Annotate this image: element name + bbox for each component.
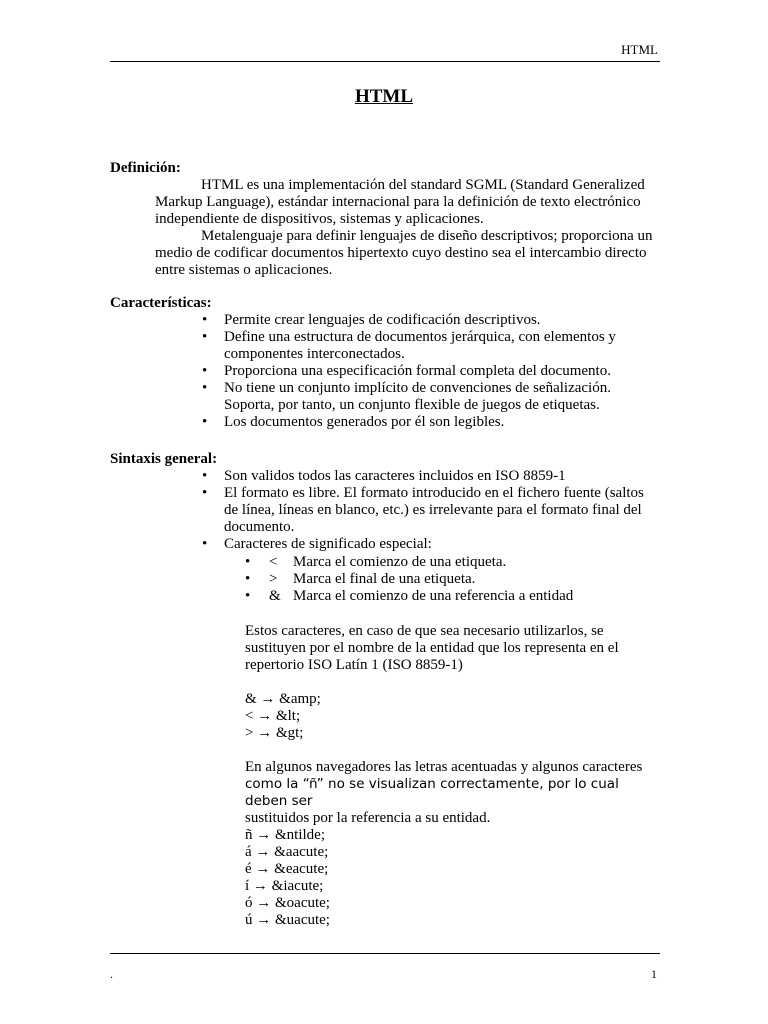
footer-rule <box>110 953 660 954</box>
page-number: 1 <box>651 967 657 981</box>
accent-entity-line: ó → &oacute; <box>245 895 330 911</box>
list-item: • No tiene un conjunto implícito de convenciones de señalización. Soporta, por tanto, un conjunto flexible de juegos de etiquetas. <box>198 380 660 414</box>
running-header: HTML <box>621 42 658 57</box>
page-title: HTML <box>354 86 414 107</box>
footer-mark: . <box>110 967 113 981</box>
entity-line: & → &amp; <box>245 691 321 707</box>
accent-note-line: como la “ñ” no se visualizan correctamente, por lo cual deben ser <box>245 776 619 809</box>
special-char-text: Marca el comienzo de una referencia a entidad <box>293 588 574 604</box>
list-item: • Proporciona una especificación formal completa del documento. <box>198 363 660 380</box>
sintaxis-heading: Sintaxis general: <box>110 451 218 467</box>
entity-list <box>245 691 665 742</box>
list-item: • El formato es libre. El formato introducido en el fichero fuente (saltos de línea, líneas en blanco, etc.) es irrelevante para el formato final del documento. <box>198 485 660 536</box>
accent-entity-line: é → &eacute; <box>245 861 329 877</box>
sintaxis-list <box>198 468 660 553</box>
accent-note <box>245 759 665 827</box>
entity-line: < → &lt; <box>245 708 301 724</box>
special-char-symbol: < <box>269 554 278 570</box>
definicion-heading: Definición: <box>110 160 181 176</box>
list-item: • Permite crear lenguajes de codificación descriptivos. <box>198 312 660 329</box>
special-char-item <box>243 554 643 571</box>
entity-line: > → &gt; <box>245 725 304 741</box>
entity-note: Estos caracteres, en caso de que sea necesario utilizarlos, se sustituyen por el nombre de la entidad que los representa en el repertorio ISO Latín 1 (ISO 8859-1) <box>245 623 619 673</box>
accent-note-line: En algunos navegadores las letras acentuadas y algunos caracteres <box>245 759 643 775</box>
accent-entity-list <box>245 827 665 929</box>
caracteristicas-heading: Características: <box>110 295 212 311</box>
list-item: • Son validos todos las caracteres incluidos en ISO 8859-1 <box>198 468 660 485</box>
header-rule <box>110 61 660 62</box>
caracteristicas-list <box>198 312 660 431</box>
accent-note-line: sustituidos por la referencia a su entidad. <box>245 810 491 826</box>
special-chars-list <box>243 554 643 605</box>
special-char-symbol: > <box>269 571 278 587</box>
accent-entity-line: í → &iacute; <box>245 878 324 894</box>
accent-entity-line: ú → &uacute; <box>245 912 330 928</box>
definicion-paragraph-1: HTML es una implementación del standard SGML (Standard Generalized Markup Language), estándar internacional para la definición de texto electrónico independiente de dispositivos, sistemas y aplicaciones. <box>155 177 645 227</box>
accent-entity-line: á → &aacute; <box>245 844 329 860</box>
list-item: • Los documentos generados por él son legibles. <box>198 414 660 431</box>
special-char-text: Marca el final de una etiqueta. <box>293 571 476 587</box>
definicion-paragraph-2: Metalenguaje para definir lenguajes de diseño descriptivos; proporciona un medio de codificar documentos hipertexto cuyo destino sea el intercambio directo entre sistemas o aplicaciones. <box>155 228 653 278</box>
list-item: • Caracteres de significado especial: <box>198 536 660 553</box>
list-item: • Define una estructura de documentos jerárquica, con elementos y componentes interconectados. <box>198 329 660 363</box>
accent-entity-line: ñ → &ntilde; <box>245 827 325 843</box>
special-char-item <box>243 571 643 588</box>
special-char-item <box>243 588 643 605</box>
definicion-text <box>155 177 655 279</box>
special-char-text: Marca el comienzo de una etiqueta. <box>293 554 507 570</box>
special-char-symbol: & <box>269 588 281 604</box>
